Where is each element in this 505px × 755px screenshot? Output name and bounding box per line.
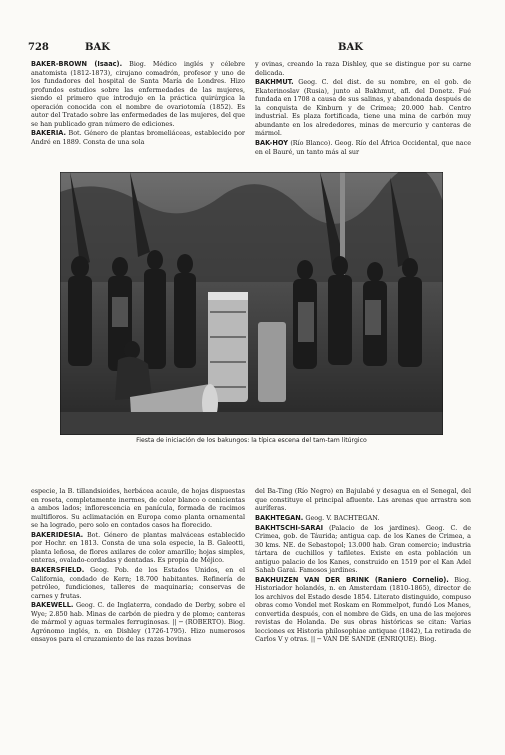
- running-header: [0, 42, 505, 56]
- festival-photograph: [60, 172, 443, 435]
- figure-caption: Fiesta de iniciación de los bakungos: la típica escena del tam-tam litúrgico: [136, 437, 367, 444]
- entry-text: Biog. Historiador holandés, n. en Amsterdam (1810-1865), director de los archivos del Estado desde 1854. Literato distinguido, compuso obras como Vondel met Roskam en Rommelpot, fundó Los Manes, convertida después, con el nombre de Gids, en una de las mejores revistas de Holanda. De sus obras históricas se citan: Varias lecciones ex Historia philosophiae antiquae (1842), La retirada de Carlos V y otras. || ─ VAN DE SANDE (ENRIQUE). Biog.: [255, 575, 471, 644]
- column-bottom-right: [255, 487, 471, 722]
- entry-paragraph: [255, 139, 471, 156]
- entry-text: especie, la B. tillandsioides, herbácea acaule, de hojas dispuestas en roseta, completamente inermes, de color blanco o cenicientas a ambos lados; inflorescencia en panícula, formada de racimos multifloros. Su aclimatación en Europa como planta ornamental se ha logrado, pero solo en contados casos ha florecido.: [31, 487, 245, 529]
- entry-term: BAKHMUT.: [255, 78, 294, 87]
- entry-term: BAKHTSCHI-SARAI: [255, 523, 324, 532]
- entry-text: Geog. V. BACHTEGAN.: [305, 513, 380, 522]
- entry-term: BAKERIDESIA.: [31, 530, 84, 539]
- page-number: 728: [28, 42, 49, 53]
- column-bottom-left: [31, 487, 245, 722]
- entry-text: Bot. Género de plantas malváceas establecido por Hochr. en 1813. Consta de una sola especie, la B. Galeotti, planta leñosa, de flores axilares de color amarillo; hojas simples, enteras, ovalado-cordadas y dentadas. Es propia de Méjico.: [31, 530, 245, 565]
- entry-text: Geog. C. del dist. de su nombre, en el gob. de Ekaterinoslav (Rusia), junto al Bakhmut, afl. del Donetz. Fué fundada en 1708 a causa de sus salinas, y abandonada después de la conquista de Kinburn y de Crimea; 20.000 hab. Centro industrial. Es plaza fortificada, tiene una mina de carbón muy abundante en los alrededores, minas de mercurio y canteras de mármol.: [255, 78, 471, 138]
- entry-text: Geog. Pob. de los Estados Unidos, en el California, condado de Kern; 18.700 habitantes. Refinería de petróleo, fundiciones, talleres de maquinaria; conservas de carnes y frutas.: [31, 566, 245, 600]
- entry-paragraph: [31, 566, 245, 600]
- entry-term: BAK-HOY: [255, 139, 289, 148]
- running-head-left: BAK: [85, 42, 110, 53]
- entry-text: (Río Blanco). Geog. Río del África Occidental, que nace en el Bauré, un tanto más al sur: [255, 139, 471, 156]
- entry-text: Bot. Género de plantas bromeliáceas, establecido por André en 1889. Consta de una sola: [31, 129, 245, 146]
- entry-term: BAKHTEGAN.: [255, 513, 304, 522]
- entry-term: BAKEWELL.: [31, 601, 74, 610]
- entry-text: del Ba-Ting (Río Negro) en Bajulabé y desagua en el Senegal, del que constituye el principal afluente. Las arenas que arrastra son auríferas.: [255, 487, 471, 512]
- entry-paragraph: [255, 524, 471, 575]
- column-top-left: [31, 60, 245, 172]
- photo-illustration: [60, 172, 443, 435]
- entry-paragraph: [31, 129, 245, 146]
- entry-text: Geog. C. de Inglaterra, condado de Derby, sobre el Wye; 2.850 hab. Minas de carbón de piedra y de plomo; canteras de mármol y aguas termales ferruginosas. || ─ (ROBERTO). Biog. Agrónomo inglés, n. en Dishley (1726-1795). Hizo numerosos ensayos para el cruzamiento de las razas bovinas: [31, 601, 245, 644]
- entry-paragraph: [255, 60, 471, 77]
- entry-term: BAKER-BROWN (Isaac).: [31, 60, 123, 68]
- entry-paragraph: [31, 487, 245, 530]
- entry-paragraph: [255, 487, 471, 513]
- entry-term: BAKERIA.: [31, 129, 67, 138]
- entry-term: BAKERSFIELD.: [31, 566, 85, 575]
- running-head-right: BAK: [338, 42, 363, 53]
- entry-paragraph: [255, 576, 471, 644]
- entry-term: BAKHUIZEN VAN DER BRINK (Raniero Cornelio).: [255, 575, 449, 584]
- entry-paragraph: [31, 601, 245, 644]
- entry-text: (Palacio de los jardines). Geog. C. de Crimea, gob. de Táurida; antigua cap. de los Kanes de Crimea, a 30 kms. NE. de Sebastopol; 13.000 hab. Gran comercio; industria tártara de cuchillos y tafiletes. Existe en esta población un antiguo palacio de los Kanes, construido en 1519 por el Kan Adel Sahab Garai. Famosos jardines.: [255, 523, 471, 575]
- entry-paragraph: [31, 531, 245, 565]
- entry-paragraph: [255, 514, 471, 523]
- entry-paragraph: [31, 60, 245, 128]
- entry-text: y ovinas, creando la raza Dishley, que se distingue por su carne delicada.: [255, 60, 471, 77]
- column-top-right: [255, 60, 471, 172]
- entry-text: Biog. Médico inglés y célebre anatomista (1812-1873), cirujano comadrón, profesor y uno de los fundadores del hospital de Santa María de Londres. Hizo profundos estudios sobre las enfermedades de las mujeres, siendo el primero que introdujo en la práctica quirúrgica la operación conocida con el nombre de ovariotomía (1852). Es autor del Tratado sobre las enfermedades de las mujeres, del que se han publicado gran número de ediciones.: [31, 60, 245, 128]
- entry-paragraph: [255, 78, 471, 138]
